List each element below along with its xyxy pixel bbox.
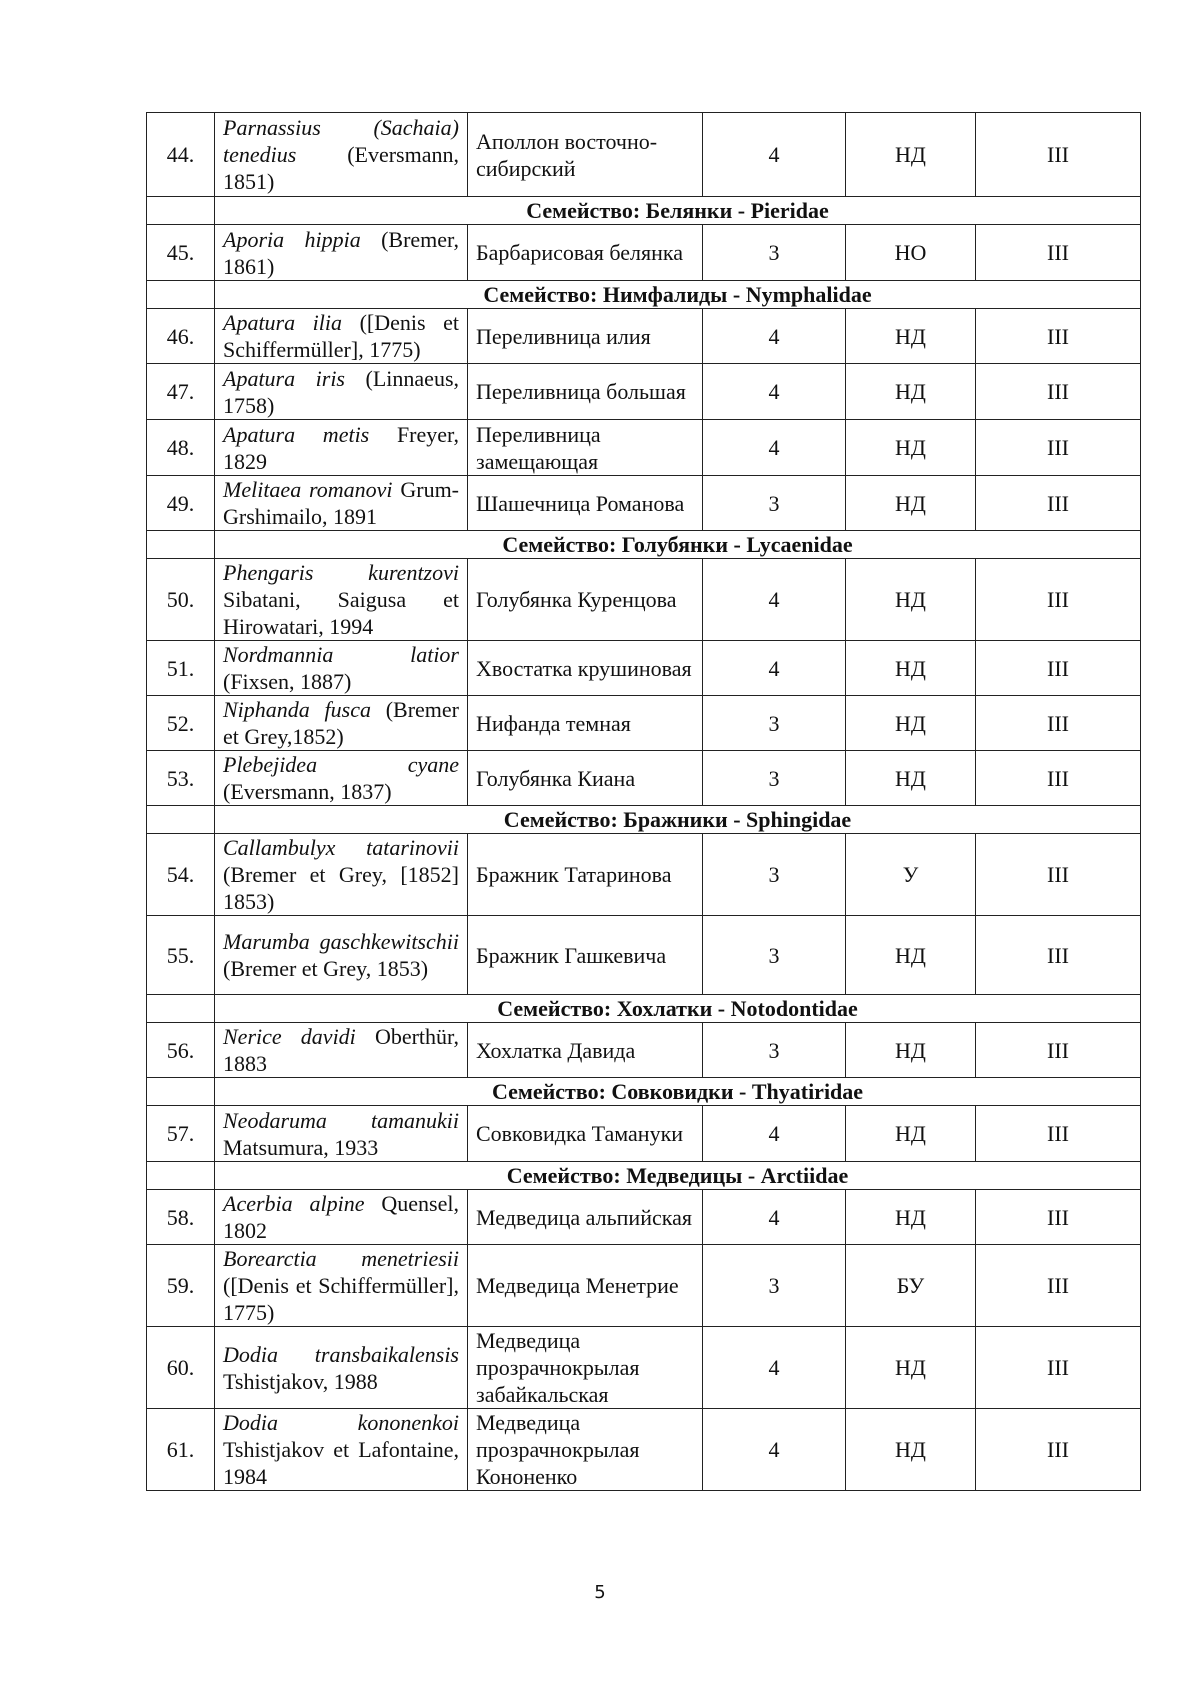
latin-name-author: (Eversmann, 1837) bbox=[223, 779, 392, 804]
family-header-row bbox=[147, 197, 1141, 225]
species-number: 54. bbox=[147, 834, 215, 916]
russian-name: Барбарисовая белянка bbox=[468, 225, 703, 281]
russian-name: Хохлатка Давида bbox=[468, 1023, 703, 1078]
species-row bbox=[147, 834, 1141, 916]
species-number: 44. bbox=[147, 113, 215, 197]
category-cell: 3 bbox=[703, 751, 846, 806]
russian-name: Медведица альпийская bbox=[468, 1190, 703, 1245]
category-cell: 3 bbox=[703, 225, 846, 281]
family-row-spacer bbox=[147, 1162, 215, 1190]
species-number: 57. bbox=[147, 1106, 215, 1162]
status-cell: НД bbox=[846, 559, 976, 641]
latin-name-italic: Borearctia menetriesii bbox=[223, 1246, 459, 1271]
species-row bbox=[147, 476, 1141, 531]
family-header-row bbox=[147, 281, 1141, 309]
latin-name-italic: Aporia hippia bbox=[223, 226, 361, 252]
species-number: 50. bbox=[147, 559, 215, 641]
russian-name: Голубянка Куренцова bbox=[468, 559, 703, 641]
class-cell: III bbox=[976, 1190, 1141, 1245]
latin-name-author: Matsumura, 1933 bbox=[223, 1134, 379, 1160]
status-cell: НД bbox=[846, 420, 976, 476]
russian-name: Нифанда темная bbox=[468, 696, 703, 751]
class-cell: III bbox=[976, 751, 1141, 806]
latin-name-author: (Bremer et Grey, [1852] 1853) bbox=[223, 862, 459, 914]
class-cell: III bbox=[976, 113, 1141, 197]
category-cell: 3 bbox=[703, 476, 846, 531]
latin-name bbox=[215, 834, 468, 916]
species-number: 59. bbox=[147, 1245, 215, 1327]
family-header-row bbox=[147, 531, 1141, 559]
category-cell: 4 bbox=[703, 1106, 846, 1162]
russian-name: Переливница илия bbox=[468, 309, 703, 364]
latin-name bbox=[215, 476, 468, 531]
latin-name-italic: Parnassius (Sachaia) tenedius bbox=[223, 115, 459, 167]
status-cell: НД bbox=[846, 309, 976, 364]
latin-name-italic: Nerice davidi bbox=[223, 1024, 356, 1049]
species-number: 51. bbox=[147, 641, 215, 696]
latin-name bbox=[215, 1023, 468, 1078]
species-number: 52. bbox=[147, 696, 215, 751]
latin-name bbox=[215, 420, 468, 476]
russian-name: Медведица прозрачнокрылая Кононенко bbox=[468, 1409, 703, 1491]
category-cell: 4 bbox=[703, 309, 846, 364]
latin-name bbox=[215, 309, 468, 364]
family-header-row bbox=[147, 806, 1141, 834]
species-number: 60. bbox=[147, 1327, 215, 1409]
species-row bbox=[147, 696, 1141, 751]
latin-name-author: Freyer, 1829 bbox=[223, 421, 459, 474]
status-cell: НД bbox=[846, 1327, 976, 1409]
family-header-row bbox=[147, 1078, 1141, 1106]
class-cell: III bbox=[976, 1245, 1141, 1327]
family-name: Семейство: Хохлатки - Notodontidae bbox=[215, 995, 1141, 1023]
species-table bbox=[146, 112, 1141, 1491]
status-cell: НД bbox=[846, 1409, 976, 1491]
latin-name-italic: Plebejidea cyane bbox=[223, 752, 459, 777]
latin-name bbox=[215, 696, 468, 751]
latin-name-italic: Apatura ilia bbox=[223, 310, 343, 335]
status-cell: НД bbox=[846, 1023, 976, 1078]
family-row-spacer bbox=[147, 1078, 215, 1106]
latin-name bbox=[215, 1327, 468, 1409]
family-row-spacer bbox=[147, 281, 215, 309]
family-row-spacer bbox=[147, 197, 215, 225]
status-cell: НД bbox=[846, 364, 976, 420]
latin-name-italic: Nordmannia latior bbox=[223, 642, 459, 667]
category-cell: 3 bbox=[703, 696, 846, 751]
species-row bbox=[147, 916, 1141, 995]
latin-name bbox=[215, 751, 468, 806]
species-row bbox=[147, 420, 1141, 476]
category-cell: 3 bbox=[703, 1023, 846, 1078]
russian-name: Медведица Менетрие bbox=[468, 1245, 703, 1327]
family-header-row bbox=[147, 1162, 1141, 1190]
class-cell: III bbox=[976, 1409, 1141, 1491]
category-cell: 4 bbox=[703, 364, 846, 420]
species-row bbox=[147, 364, 1141, 420]
status-cell: НО bbox=[846, 225, 976, 281]
latin-name-italic: Niphanda fusca bbox=[223, 697, 371, 722]
species-row bbox=[147, 309, 1141, 364]
species-row bbox=[147, 641, 1141, 696]
status-cell: У bbox=[846, 834, 976, 916]
class-cell: III bbox=[976, 309, 1141, 364]
class-cell: III bbox=[976, 420, 1141, 476]
category-cell: 4 bbox=[703, 641, 846, 696]
category-cell: 3 bbox=[703, 916, 846, 995]
latin-name bbox=[215, 364, 468, 420]
russian-name: Переливница замещающая bbox=[468, 420, 703, 476]
species-number: 49. bbox=[147, 476, 215, 531]
species-number: 46. bbox=[147, 309, 215, 364]
category-cell: 4 bbox=[703, 559, 846, 641]
status-cell: БУ bbox=[846, 1245, 976, 1327]
latin-name bbox=[215, 113, 468, 197]
latin-name-italic: Melitaea romanovi bbox=[223, 477, 393, 502]
latin-name-author: Sibatani, Saigusa et Hirowatari, 1994 bbox=[223, 587, 459, 639]
class-cell: III bbox=[976, 559, 1141, 641]
status-cell: НД bbox=[846, 696, 976, 751]
status-cell: НД bbox=[846, 751, 976, 806]
latin-name-author: Quensel, 1802 bbox=[223, 1191, 459, 1243]
class-cell: III bbox=[976, 696, 1141, 751]
russian-name: Бражник Гашкевича bbox=[468, 916, 703, 995]
russian-name: Бражник Татаринова bbox=[468, 834, 703, 916]
category-cell: 3 bbox=[703, 834, 846, 916]
russian-name: Шашечница Романова bbox=[468, 476, 703, 531]
species-number: 45. bbox=[147, 225, 215, 281]
family-name: Семейство: Голубянки - Lycaenidae bbox=[215, 531, 1141, 559]
species-row bbox=[147, 1106, 1141, 1162]
latin-name bbox=[215, 1409, 468, 1491]
species-row bbox=[147, 751, 1141, 806]
latin-name-author: Tshistjakov, 1988 bbox=[223, 1368, 378, 1394]
category-cell: 4 bbox=[703, 1190, 846, 1245]
latin-name-author: (Linnaeus, 1758) bbox=[223, 365, 459, 418]
russian-name: Медведица прозрачнокрылая забайкальская bbox=[468, 1327, 703, 1409]
class-cell: III bbox=[976, 916, 1141, 995]
latin-name bbox=[215, 916, 468, 995]
latin-name bbox=[215, 1190, 468, 1245]
status-cell: НД bbox=[846, 641, 976, 696]
family-row-spacer bbox=[147, 531, 215, 559]
class-cell: III bbox=[976, 1106, 1141, 1162]
species-number: 48. bbox=[147, 420, 215, 476]
category-cell: 4 bbox=[703, 113, 846, 197]
russian-name: Голубянка Киана bbox=[468, 751, 703, 806]
latin-name bbox=[215, 641, 468, 696]
species-row bbox=[147, 1409, 1141, 1491]
species-row bbox=[147, 1245, 1141, 1327]
latin-name-author: Oberthür, 1883 bbox=[223, 1024, 459, 1076]
family-name: Семейство: Совковидки - Thyatiridae bbox=[215, 1078, 1141, 1106]
latin-name bbox=[215, 225, 468, 281]
latin-name-italic: Neodaruma tamanukii bbox=[223, 1107, 459, 1133]
class-cell: III bbox=[976, 834, 1141, 916]
latin-name bbox=[215, 1245, 468, 1327]
latin-name-italic: Acerbia alpine bbox=[223, 1191, 365, 1216]
latin-name-italic: Apatura metis bbox=[223, 421, 370, 447]
russian-name: Совковидка Тамануки bbox=[468, 1106, 703, 1162]
category-cell: 4 bbox=[703, 1409, 846, 1491]
category-cell: 4 bbox=[703, 420, 846, 476]
family-header-row bbox=[147, 995, 1141, 1023]
latin-name-author: ([Denis et Schiffermüller], 1775) bbox=[223, 1273, 459, 1325]
family-row-spacer bbox=[147, 995, 215, 1023]
latin-name-author: (Bremer, 1861) bbox=[223, 226, 459, 279]
status-cell: НД bbox=[846, 916, 976, 995]
category-cell: 4 bbox=[703, 1327, 846, 1409]
class-cell: III bbox=[976, 364, 1141, 420]
status-cell: НД bbox=[846, 1106, 976, 1162]
latin-name-author: (Eversmann, 1851) bbox=[223, 142, 459, 194]
latin-name bbox=[215, 1106, 468, 1162]
species-row bbox=[147, 225, 1141, 281]
species-number: 58. bbox=[147, 1190, 215, 1245]
latin-name-italic: Apatura iris bbox=[223, 365, 345, 391]
russian-name: Хвостатка крушиновая bbox=[468, 641, 703, 696]
species-number: 61. bbox=[147, 1409, 215, 1491]
latin-name-author: (Fixsen, 1887) bbox=[223, 669, 352, 694]
latin-name-author: (Bremer et Grey, 1853) bbox=[223, 956, 429, 981]
family-name: Семейство: Медведицы - Arctiidae bbox=[215, 1162, 1141, 1190]
class-cell: III bbox=[976, 1023, 1141, 1078]
species-table-body bbox=[147, 113, 1141, 1491]
class-cell: III bbox=[976, 1327, 1141, 1409]
russian-name: Аполлон восточно-сибирский bbox=[468, 113, 703, 197]
species-number: 53. bbox=[147, 751, 215, 806]
class-cell: III bbox=[976, 476, 1141, 531]
family-row-spacer bbox=[147, 806, 215, 834]
latin-name-italic: Dodia kononenkoi bbox=[223, 1410, 459, 1435]
page-number: 5 bbox=[594, 1582, 606, 1603]
latin-name-author: (Bremer et Grey,1852) bbox=[223, 697, 459, 749]
latin-name-author: ([Denis et Schiffermüller], 1775) bbox=[223, 310, 459, 362]
family-name: Семейство: Бражники - Sphingidae bbox=[215, 806, 1141, 834]
species-row bbox=[147, 1023, 1141, 1078]
family-name: Семейство: Нимфалиды - Nymphalidae bbox=[215, 281, 1141, 309]
species-number: 47. bbox=[147, 364, 215, 420]
status-cell: НД bbox=[846, 476, 976, 531]
species-row bbox=[147, 559, 1141, 641]
latin-name-author: Tshistjakov et Lafontaine, 1984 bbox=[223, 1437, 459, 1489]
russian-name: Переливница большая bbox=[468, 364, 703, 420]
category-cell: 3 bbox=[703, 1245, 846, 1327]
class-cell: III bbox=[976, 225, 1141, 281]
latin-name-italic: Marumba gaschkewitschii bbox=[223, 929, 459, 954]
latin-name-author: Grum-Grshimailo, 1891 bbox=[223, 477, 460, 529]
latin-name bbox=[215, 559, 468, 641]
latin-name-italic: Dodia transbaikalensis bbox=[223, 1341, 459, 1367]
latin-name-italic: Callambulyx tatarinovii bbox=[223, 835, 459, 860]
status-cell: НД bbox=[846, 1190, 976, 1245]
status-cell: НД bbox=[846, 113, 976, 197]
latin-name-italic: Phengaris kurentzovi bbox=[223, 560, 459, 585]
species-row bbox=[147, 1190, 1141, 1245]
species-number: 55. bbox=[147, 916, 215, 995]
class-cell: III bbox=[976, 641, 1141, 696]
family-name: Семейство: Белянки - Pieridae bbox=[215, 197, 1141, 225]
species-row bbox=[147, 1327, 1141, 1409]
species-row bbox=[147, 113, 1141, 197]
species-number: 56. bbox=[147, 1023, 215, 1078]
